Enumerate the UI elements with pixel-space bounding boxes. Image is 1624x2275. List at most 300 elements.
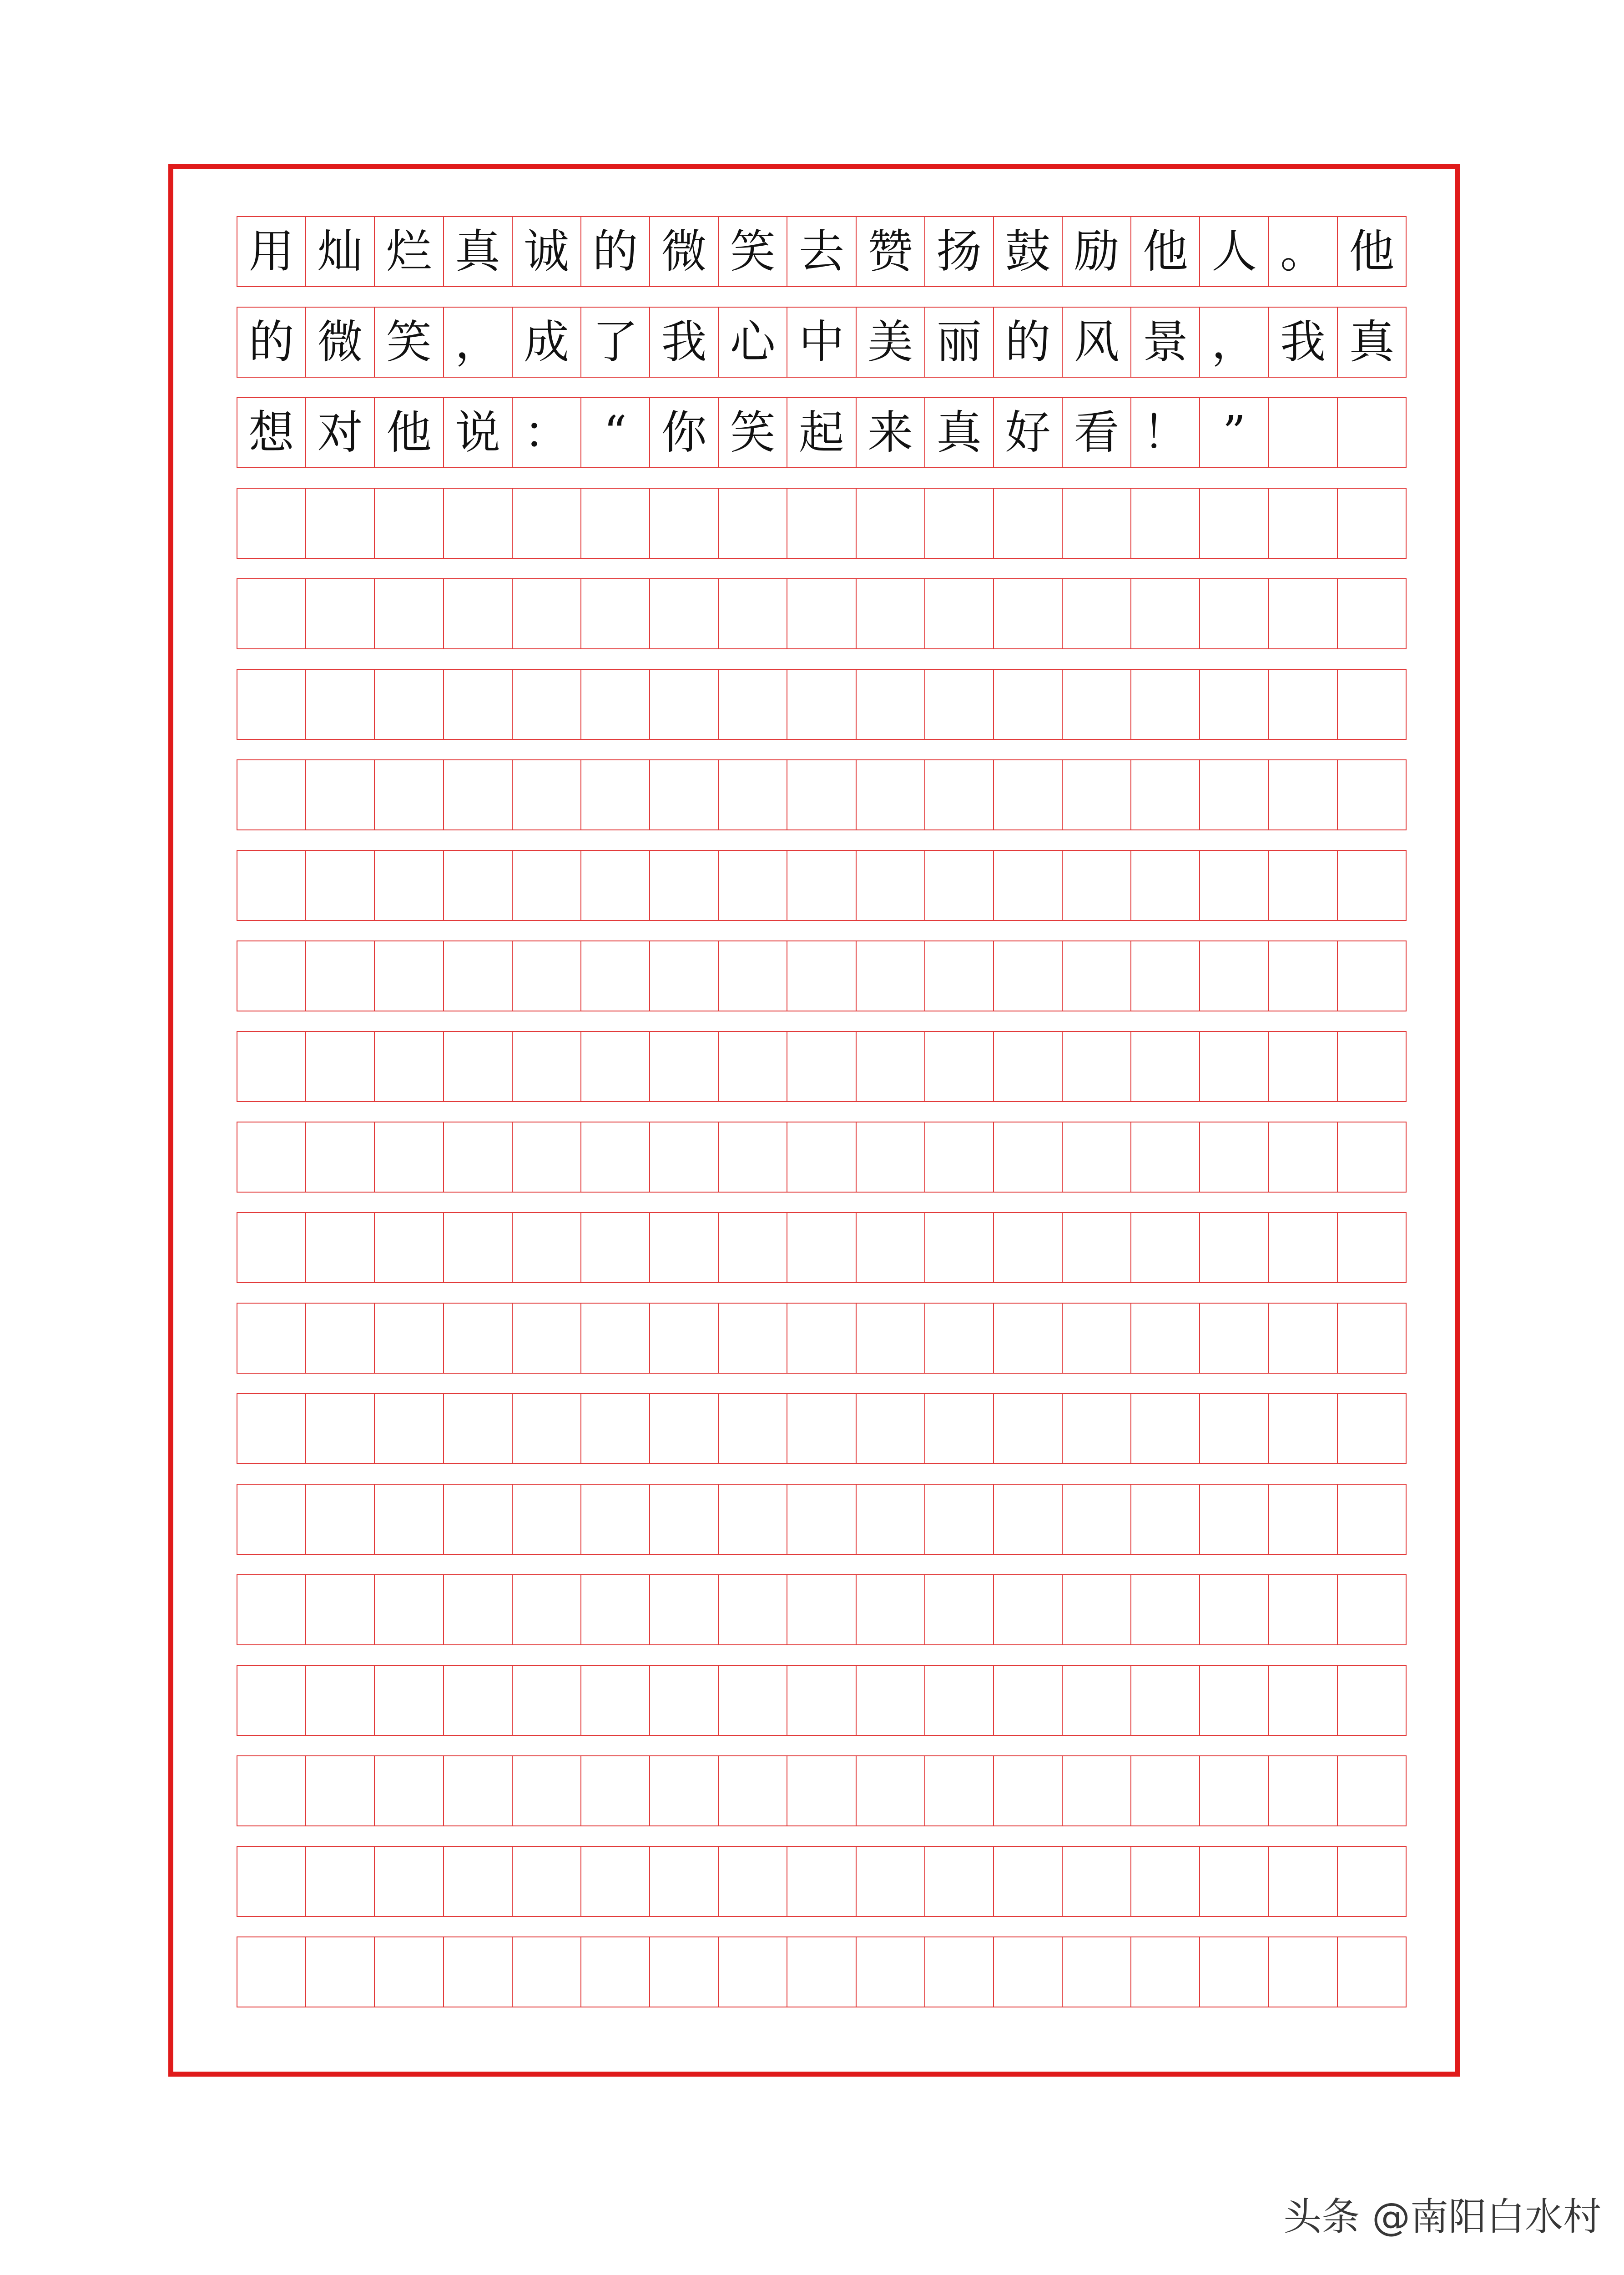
grid-cell: 人: [1199, 216, 1269, 287]
grid-cell: [993, 759, 1063, 830]
grid-cell: [1199, 1846, 1269, 1917]
grid-cell: [237, 940, 306, 1011]
grid-cell: [374, 488, 444, 559]
grid-cell: 对: [305, 397, 375, 468]
grid-row: [237, 1665, 1407, 1735]
grid-cell: [374, 1031, 444, 1102]
grid-cell: [1062, 940, 1131, 1011]
grid-cell: [1062, 1484, 1131, 1555]
grid-cell: [443, 850, 513, 921]
grid-cell: [1199, 488, 1269, 559]
grid-cell: [237, 669, 306, 740]
grid-cell: [924, 669, 994, 740]
grid-row: [237, 1031, 1407, 1101]
grid-cell: [718, 1936, 787, 2007]
grid-cell: 他: [1130, 216, 1200, 287]
grid-cell: [718, 578, 787, 649]
grid-cell: [374, 1846, 444, 1917]
grid-cell: [237, 1846, 306, 1917]
grid-cell: [1268, 1212, 1338, 1283]
grid-cell: [512, 940, 581, 1011]
grid-cell: 笑: [374, 307, 444, 378]
grid-cell: [787, 1393, 856, 1464]
grid-cell: 起: [787, 397, 856, 468]
grid-cell: [787, 1031, 856, 1102]
grid-cell: [1268, 1846, 1338, 1917]
grid-cell: [649, 1212, 719, 1283]
grid-cell: [1062, 1846, 1131, 1917]
grid-cell: [787, 940, 856, 1011]
grid-cell: [856, 488, 925, 559]
grid-cell: [856, 1755, 925, 1826]
grid-cell: [580, 1755, 650, 1826]
grid-cell: [1337, 397, 1407, 468]
grid-cell: [1062, 1755, 1131, 1826]
grid-cell: [1337, 669, 1407, 740]
grid-cell: [993, 1574, 1063, 1645]
grid-cell: 真: [443, 216, 513, 287]
grid-cell: [305, 1484, 375, 1555]
grid-row: [237, 1755, 1407, 1825]
grid-cell: 风: [1062, 307, 1131, 378]
grid-cell: [1199, 1755, 1269, 1826]
grid-cell: [1062, 1665, 1131, 1736]
grid-cell: [649, 578, 719, 649]
grid-cell: [305, 940, 375, 1011]
grid-row: [237, 1574, 1407, 1644]
grid-cell: [1337, 1665, 1407, 1736]
grid-cell: [1130, 1846, 1200, 1917]
grid-cell: [1130, 578, 1200, 649]
grid-cell: [237, 1212, 306, 1283]
grid-cell: [1268, 488, 1338, 559]
grid-cell: [443, 1031, 513, 1102]
grid-cell: [1130, 669, 1200, 740]
grid-cell: [924, 1303, 994, 1374]
grid-cell: [1337, 1212, 1407, 1283]
grid-cell: [443, 1303, 513, 1374]
grid-cell: 我: [1268, 307, 1338, 378]
grid-cell: [718, 1212, 787, 1283]
grid-cell: [1268, 759, 1338, 830]
grid-cell: [718, 1031, 787, 1102]
grid-cell: [787, 1122, 856, 1193]
grid-cell: [580, 759, 650, 830]
grid-cell: [718, 940, 787, 1011]
grid-cell: [1268, 1574, 1338, 1645]
grid-cell: [856, 1484, 925, 1555]
grid-cell: [1337, 940, 1407, 1011]
grid-cell: ”: [1199, 397, 1269, 468]
grid-cell: [512, 669, 581, 740]
grid-cell: [787, 1665, 856, 1736]
grid-cell: [787, 1484, 856, 1555]
grid-cell: [580, 940, 650, 1011]
grid-cell: [374, 1122, 444, 1193]
grid-cell: 中: [787, 307, 856, 378]
grid-cell: [1268, 850, 1338, 921]
grid-cell: 心: [718, 307, 787, 378]
grid-cell: [856, 1212, 925, 1283]
grid-cell: [1062, 1212, 1131, 1283]
grid-cell: 诚: [512, 216, 581, 287]
grid-cell: 美: [856, 307, 925, 378]
grid-cell: [787, 1574, 856, 1645]
grid-cell: [924, 1212, 994, 1283]
grid-cell: [787, 850, 856, 921]
grid-cell: [1268, 1665, 1338, 1736]
grid-cell: [787, 1212, 856, 1283]
grid-cell: [924, 1574, 994, 1645]
grid-cell: [1130, 1303, 1200, 1374]
grid-cell: [856, 1303, 925, 1374]
grid-cell: [512, 1303, 581, 1374]
grid-cell: [580, 669, 650, 740]
grid-cell: [787, 759, 856, 830]
grid-cell: [512, 1755, 581, 1826]
grid-cell: [443, 1665, 513, 1736]
grid-row: [237, 1393, 1407, 1463]
grid-cell: [580, 850, 650, 921]
grid-cell: [1062, 488, 1131, 559]
grid-cell: [374, 850, 444, 921]
grid-cell: 成: [512, 307, 581, 378]
grid-cell: [993, 940, 1063, 1011]
grid-cell: [1199, 1031, 1269, 1102]
grid-cell: [580, 488, 650, 559]
grid-cell: [305, 1936, 375, 2007]
grid-cell: [787, 1846, 856, 1917]
grid-cell: [305, 1122, 375, 1193]
grid-cell: [443, 578, 513, 649]
grid-cell: [1268, 1031, 1338, 1102]
grid-cell: [856, 1574, 925, 1645]
grid-cell: [993, 1484, 1063, 1555]
grid-row: [237, 759, 1407, 829]
grid-cell: [374, 578, 444, 649]
grid-cell: [443, 1212, 513, 1283]
grid-cell: [305, 488, 375, 559]
grid-cell: [856, 1936, 925, 2007]
grid-cell: [1130, 759, 1200, 830]
watermark: 头条 @南阳白水村: [1283, 2194, 1601, 2239]
grid-cell: [374, 1212, 444, 1283]
grid-cell: [1130, 1484, 1200, 1555]
grid-cell: [580, 1484, 650, 1555]
grid-cell: [237, 1755, 306, 1826]
grid-cell: [237, 759, 306, 830]
grid-cell: 看: [1062, 397, 1131, 468]
grid-cell: [787, 1755, 856, 1826]
grid-cell: [649, 940, 719, 1011]
grid-cell: [924, 759, 994, 830]
grid-cell: [512, 488, 581, 559]
grid-row: [237, 397, 1407, 467]
grid-cell: [649, 1031, 719, 1102]
grid-cell: [1130, 1936, 1200, 2007]
grid-cell: [580, 578, 650, 649]
grid-cell: 的: [237, 307, 306, 378]
grid-cell: [443, 1755, 513, 1826]
grid-cell: [1199, 1212, 1269, 1283]
grid-cell: [1130, 488, 1200, 559]
grid-cell: [924, 1122, 994, 1193]
grid-row: [237, 1212, 1407, 1282]
grid-cell: [924, 1393, 994, 1464]
grid-cell: [512, 1665, 581, 1736]
grid-cell: 我: [649, 307, 719, 378]
grid-cell: [374, 1665, 444, 1736]
grid-cell: [512, 1936, 581, 2007]
grid-cell: 扬: [924, 216, 994, 287]
grid-cell: [512, 1484, 581, 1555]
grid-cell: [649, 850, 719, 921]
grid-cell: [305, 850, 375, 921]
grid-cell: [1337, 850, 1407, 921]
grid-row: [237, 940, 1407, 1011]
grid-cell: [1337, 1936, 1407, 2007]
grid-cell: [787, 1936, 856, 2007]
grid-cell: [649, 1574, 719, 1645]
grid-cell: [237, 850, 306, 921]
grid-cell: 赞: [856, 216, 925, 287]
grid-cell: [649, 1936, 719, 2007]
grid-cell: [1268, 1122, 1338, 1193]
grid-cell: [993, 1755, 1063, 1826]
grid-cell: [1199, 1574, 1269, 1645]
grid-cell: [924, 488, 994, 559]
grid-cell: [580, 1665, 650, 1736]
grid-cell: [443, 1574, 513, 1645]
grid-cell: [512, 1574, 581, 1645]
grid-cell: [649, 488, 719, 559]
grid-cell: [237, 1122, 306, 1193]
grid-cell: [1337, 1755, 1407, 1826]
grid-cell: [924, 1031, 994, 1102]
grid-cell: [924, 1755, 994, 1826]
grid-cell: [787, 578, 856, 649]
grid-cell: [1062, 1303, 1131, 1374]
grid-cell: [718, 1303, 787, 1374]
grid-cell: [1337, 759, 1407, 830]
grid-cell: [237, 1484, 306, 1555]
grid-cell: [374, 759, 444, 830]
grid-cell: [1268, 1303, 1338, 1374]
grid-cell: [305, 1031, 375, 1102]
grid-cell: 来: [856, 397, 925, 468]
grid-cell: [718, 1846, 787, 1917]
grid-cell: [237, 1665, 306, 1736]
grid-cell: [1337, 1484, 1407, 1555]
grid-cell: [1268, 1393, 1338, 1464]
grid-row: [237, 1846, 1407, 1916]
grid-cell: 。: [1268, 216, 1338, 287]
grid-cell: [787, 1303, 856, 1374]
grid-cell: [443, 940, 513, 1011]
grid-cell: [374, 1936, 444, 2007]
grid-cell: [443, 1393, 513, 1464]
grid-cell: [580, 1122, 650, 1193]
grid-cell: [1062, 669, 1131, 740]
grid-cell: [649, 1122, 719, 1193]
grid-cell: [856, 940, 925, 1011]
grid-row: [237, 578, 1407, 648]
grid-cell: [924, 1936, 994, 2007]
grid-cell: [237, 1574, 306, 1645]
grid-cell: [237, 1393, 306, 1464]
grid-cell: [1130, 1393, 1200, 1464]
grid-cell: [1199, 1665, 1269, 1736]
grid-cell: [512, 578, 581, 649]
grid-cell: [305, 1665, 375, 1736]
grid-cell: ！: [1130, 397, 1200, 468]
grid-cell: [512, 1393, 581, 1464]
grid-cell: [718, 1665, 787, 1736]
grid-cell: 励: [1062, 216, 1131, 287]
grid-cell: 用: [237, 216, 306, 287]
grid-cell: 灿: [305, 216, 375, 287]
grid-cell: 微: [649, 216, 719, 287]
grid-cell: [856, 1665, 925, 1736]
grid-cell: 说: [443, 397, 513, 468]
grid-cell: 烂: [374, 216, 444, 287]
grid-cell: ：: [512, 397, 581, 468]
grid-cell: 好: [993, 397, 1063, 468]
grid-cell: [924, 1846, 994, 1917]
grid-cell: [1062, 1936, 1131, 2007]
grid-cell: [1199, 759, 1269, 830]
grid-cell: [580, 1393, 650, 1464]
grid-cell: [1199, 1484, 1269, 1555]
grid-cell: 的: [993, 307, 1063, 378]
grid-cell: [305, 1846, 375, 1917]
grid-cell: [443, 488, 513, 559]
grid-cell: [580, 1031, 650, 1102]
grid-cell: [512, 759, 581, 830]
grid-cell: [856, 578, 925, 649]
grid-cell: [1337, 488, 1407, 559]
grid-cell: [787, 488, 856, 559]
grid-cell: [1268, 578, 1338, 649]
grid-cell: [993, 850, 1063, 921]
grid-cell: 笑: [718, 216, 787, 287]
grid-cell: [1337, 1303, 1407, 1374]
grid-cell: [305, 578, 375, 649]
grid-cell: [1337, 1031, 1407, 1102]
grid-cell: [649, 1665, 719, 1736]
grid-cell: [924, 1484, 994, 1555]
grid-cell: [237, 578, 306, 649]
grid-cell: [1268, 1936, 1338, 2007]
grid-cell: [1268, 669, 1338, 740]
grid-cell: [993, 1122, 1063, 1193]
grid-cell: [993, 1393, 1063, 1464]
grid-cell: [718, 1574, 787, 1645]
grid-cell: [1268, 397, 1338, 468]
grid-cell: [856, 1393, 925, 1464]
grid-cell: [1062, 850, 1131, 921]
grid-cell: 真: [924, 397, 994, 468]
grid-row: [237, 307, 1407, 377]
grid-cell: [305, 1393, 375, 1464]
grid-cell: [1268, 940, 1338, 1011]
grid-cell: [993, 1665, 1063, 1736]
grid-cell: 笑: [718, 397, 787, 468]
grid-cell: [374, 1755, 444, 1826]
grid-cell: [718, 850, 787, 921]
grid-cell: [649, 1303, 719, 1374]
grid-cell: ，: [443, 307, 513, 378]
grid-cell: [993, 1212, 1063, 1283]
grid-cell: [374, 1393, 444, 1464]
grid-cell: 丽: [924, 307, 994, 378]
grid-cell: 他: [1337, 216, 1407, 287]
grid-row: [237, 216, 1407, 286]
grid-cell: [718, 1755, 787, 1826]
grid-cell: [374, 940, 444, 1011]
grid-cell: [512, 1212, 581, 1283]
grid-cell: [924, 850, 994, 921]
grid-cell: [1199, 1393, 1269, 1464]
grid-cell: [305, 1755, 375, 1826]
grid-cell: [993, 1303, 1063, 1374]
grid-cell: [649, 759, 719, 830]
grid-cell: [856, 1846, 925, 1917]
grid-cell: 微: [305, 307, 375, 378]
grid-cell: [856, 1031, 925, 1102]
grid-row: [237, 669, 1407, 739]
grid-cell: [1062, 578, 1131, 649]
grid-cell: [649, 669, 719, 740]
grid-cell: 了: [580, 307, 650, 378]
grid-cell: [374, 669, 444, 740]
grid-cell: [1130, 1212, 1200, 1283]
grid-cell: [1337, 1846, 1407, 1917]
grid-cell: [580, 1936, 650, 2007]
grid-cell: [1199, 1936, 1269, 2007]
grid-cell: [649, 1484, 719, 1555]
grid-cell: [1199, 578, 1269, 649]
grid-cell: [443, 1484, 513, 1555]
grid-cell: [580, 1574, 650, 1645]
grid-cell: [1130, 850, 1200, 921]
grid-cell: [443, 1936, 513, 2007]
grid-cell: [443, 669, 513, 740]
grid-cell: [993, 578, 1063, 649]
grid-cell: [237, 488, 306, 559]
grid-cell: [580, 1212, 650, 1283]
grid-cell: [1130, 1122, 1200, 1193]
grid-cell: [924, 578, 994, 649]
grid-cell: [1337, 1393, 1407, 1464]
grid-cell: [305, 1212, 375, 1283]
grid-cell: [1199, 850, 1269, 921]
grid-cell: 真: [1337, 307, 1407, 378]
grid-cell: [1130, 1031, 1200, 1102]
grid-cell: [856, 669, 925, 740]
grid-cell: [237, 1031, 306, 1102]
grid-cell: [993, 1846, 1063, 1917]
grid-cell: 景: [1130, 307, 1200, 378]
grid-cell: [580, 1846, 650, 1917]
grid-cell: [580, 1303, 650, 1374]
grid-cell: [1130, 1665, 1200, 1736]
grid-cell: [1130, 1755, 1200, 1826]
grid-row: [237, 1936, 1407, 2007]
grid-cell: [856, 1122, 925, 1193]
grid-cell: [305, 669, 375, 740]
grid-cell: [237, 1303, 306, 1374]
